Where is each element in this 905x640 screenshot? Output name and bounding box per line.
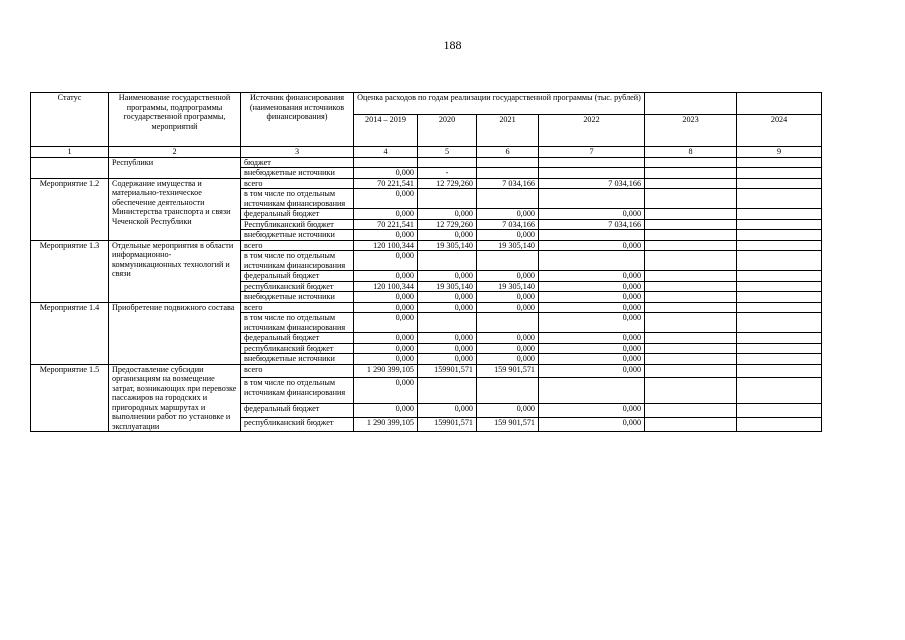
- value-cell: 0,000: [477, 354, 539, 365]
- value-cell: [539, 189, 645, 209]
- value-cell: [418, 313, 477, 333]
- value-cell: [477, 157, 539, 168]
- status-cell: Мероприятие 1.2: [31, 178, 109, 240]
- value-cell-2023: [645, 157, 737, 168]
- value-cell-2023: [645, 364, 737, 378]
- value-cell: 0,000: [418, 333, 477, 344]
- measure-name-cell: Содержание имущества и материально-техническое обеспечение деятельности Министерства транспорта и связи Чеченской Республики: [109, 178, 241, 240]
- header-source: Источник финансирования (наименования источников финансирования): [241, 93, 354, 147]
- value-cell: [477, 378, 539, 404]
- source-cell: в том числе по отдельным источникам финансирования: [241, 189, 354, 209]
- value-cell: 0,000: [418, 230, 477, 241]
- value-cell: 7 034,166: [477, 178, 539, 189]
- value-cell-2024: [737, 230, 822, 241]
- source-cell: федеральный бюджет: [241, 209, 354, 220]
- value-cell: 120 100,344: [354, 240, 418, 251]
- value-cell-2024: [737, 313, 822, 333]
- value-cell: 0,000: [477, 333, 539, 344]
- value-cell: 0,000: [539, 313, 645, 333]
- value-cell: 1 290 399,105: [354, 364, 418, 378]
- value-cell: 0,000: [477, 343, 539, 354]
- value-cell: 7 034,166: [539, 219, 645, 230]
- value-cell-2024: [737, 168, 822, 179]
- header-year: 2024: [737, 115, 822, 147]
- source-cell: внебюджетные источники: [241, 292, 354, 303]
- value-cell: [418, 157, 477, 168]
- column-number: 7: [539, 147, 645, 158]
- table-row: [31, 240, 822, 251]
- value-cell: 0,000: [539, 281, 645, 292]
- value-cell: 0,000: [539, 418, 645, 432]
- value-cell: 0,000: [354, 333, 418, 344]
- value-cell: 0,000: [354, 189, 418, 209]
- source-cell: федеральный бюджет: [241, 333, 354, 344]
- source-cell: внебюджетные источники: [241, 168, 354, 179]
- value-cell-2023: [645, 343, 737, 354]
- table-header: [31, 93, 822, 158]
- header-blank-2023: [645, 93, 737, 115]
- value-cell: 0,000: [354, 378, 418, 404]
- table-body: [31, 157, 822, 432]
- header-blank-2024: [737, 93, 822, 115]
- value-cell: 0,000: [354, 292, 418, 303]
- value-cell: 7 034,166: [477, 219, 539, 230]
- value-cell: 0,000: [354, 209, 418, 220]
- header-year: 2022: [539, 115, 645, 147]
- value-cell: 19 305,140: [477, 240, 539, 251]
- value-cell-2024: [737, 418, 822, 432]
- value-cell: 0,000: [477, 302, 539, 313]
- value-cell: 0,000: [354, 271, 418, 282]
- value-cell-2024: [737, 251, 822, 271]
- table-row: [31, 364, 822, 378]
- header-year: 2023: [645, 115, 737, 147]
- page-number: 188: [443, 38, 462, 52]
- value-cell: 0,000: [418, 271, 477, 282]
- value-cell-2024: [737, 378, 822, 404]
- column-number: 4: [354, 147, 418, 158]
- value-cell-2024: [737, 292, 822, 303]
- value-cell: 0,000: [354, 251, 418, 271]
- source-cell: в том числе по отдельным источникам финансирования: [241, 313, 354, 333]
- table-row: [31, 302, 822, 313]
- header-estimate: Оценка расходов по годам реализации государственной программы (тыс. рублей): [354, 93, 645, 115]
- value-cell: 0,000: [539, 404, 645, 418]
- value-cell: 0,000: [539, 343, 645, 354]
- source-cell: в том числе по отдельным источникам финансирования: [241, 378, 354, 404]
- source-cell: бюджет: [241, 157, 354, 168]
- value-cell: [477, 189, 539, 209]
- value-cell-2023: [645, 404, 737, 418]
- measure-name-cell: Республики: [109, 157, 241, 178]
- value-cell: 0,000: [354, 343, 418, 354]
- header-name: Наименование государственной программы, подпрограммы государственной программы, мероприятий: [109, 93, 241, 147]
- status-cell: Мероприятие 1.4: [31, 302, 109, 364]
- value-cell: [477, 251, 539, 271]
- value-cell: 0,000: [539, 240, 645, 251]
- value-cell-2023: [645, 251, 737, 271]
- source-cell: республиканский бюджет: [241, 281, 354, 292]
- value-cell: 19 305,140: [418, 240, 477, 251]
- value-cell: 0,000: [539, 354, 645, 365]
- value-cell: 0,000: [477, 404, 539, 418]
- column-number: 9: [737, 147, 822, 158]
- value-cell-2024: [737, 219, 822, 230]
- source-cell: внебюджетные источники: [241, 230, 354, 241]
- value-cell-2024: [737, 343, 822, 354]
- column-number-row: [31, 147, 822, 158]
- value-cell: [539, 378, 645, 404]
- value-cell-2023: [645, 168, 737, 179]
- value-cell: [354, 157, 418, 168]
- source-cell: федеральный бюджет: [241, 271, 354, 282]
- value-cell-2023: [645, 333, 737, 344]
- source-cell: республиканский бюджет: [241, 418, 354, 432]
- value-cell: -: [418, 168, 477, 179]
- value-cell-2024: [737, 178, 822, 189]
- value-cell: 0,000: [354, 302, 418, 313]
- value-cell: 0,000: [539, 209, 645, 220]
- value-cell: 0,000: [418, 404, 477, 418]
- value-cell-2023: [645, 271, 737, 282]
- column-number: 8: [645, 147, 737, 158]
- value-cell: 1 290 399,105: [354, 418, 418, 432]
- value-cell-2024: [737, 302, 822, 313]
- value-cell: 159901,571: [418, 364, 477, 378]
- header-year: 2014 – 2019: [354, 115, 418, 147]
- value-cell-2023: [645, 292, 737, 303]
- value-cell: 19 305,140: [418, 281, 477, 292]
- value-cell-2024: [737, 189, 822, 209]
- value-cell: 0,000: [477, 209, 539, 220]
- value-cell: 0,000: [477, 292, 539, 303]
- value-cell-2023: [645, 219, 737, 230]
- header-year: 2021: [477, 115, 539, 147]
- value-cell: 0,000: [539, 364, 645, 378]
- value-cell: 0,000: [539, 292, 645, 303]
- measure-name-cell: Предоставление субсидии организациям на возмещение затрат, возникающих при перевозке пассажиров на городских и пригородных маршрутах и выполнении работ по установке и эксплуатации: [109, 364, 241, 432]
- source-cell: в том числе по отдельным источникам финансирования: [241, 251, 354, 271]
- value-cell: 0,000: [418, 302, 477, 313]
- value-cell: [477, 313, 539, 333]
- source-cell: всего: [241, 178, 354, 189]
- column-number: 6: [477, 147, 539, 158]
- value-cell: 0,000: [354, 354, 418, 365]
- status-cell: Мероприятие 1.3: [31, 240, 109, 302]
- value-cell: 0,000: [354, 404, 418, 418]
- value-cell-2024: [737, 157, 822, 168]
- value-cell: 120 100,344: [354, 281, 418, 292]
- column-number: 1: [31, 147, 109, 158]
- source-cell: Республиканский бюджет: [241, 219, 354, 230]
- value-cell-2023: [645, 418, 737, 432]
- value-cell-2023: [645, 209, 737, 220]
- source-cell: республиканский бюджет: [241, 343, 354, 354]
- value-cell: [418, 189, 477, 209]
- value-cell-2023: [645, 378, 737, 404]
- column-number: 5: [418, 147, 477, 158]
- measure-name-cell: Приобретение подвижного состава: [109, 302, 241, 364]
- value-cell: 0,000: [418, 209, 477, 220]
- value-cell-2024: [737, 281, 822, 292]
- value-cell: 159901,571: [418, 418, 477, 432]
- value-cell: 159 901,571: [477, 364, 539, 378]
- value-cell: [539, 230, 645, 241]
- header-year: 2020: [418, 115, 477, 147]
- source-cell: всего: [241, 240, 354, 251]
- status-cell: [31, 157, 109, 178]
- budget-table: [30, 92, 822, 432]
- source-cell: федеральный бюджет: [241, 404, 354, 418]
- table-row: [31, 178, 822, 189]
- source-cell: всего: [241, 364, 354, 378]
- value-cell: 0,000: [477, 230, 539, 241]
- value-cell: [539, 157, 645, 168]
- status-cell: Мероприятие 1.5: [31, 364, 109, 432]
- value-cell: 0,000: [418, 354, 477, 365]
- value-cell-2023: [645, 189, 737, 209]
- value-cell: 0,000: [354, 313, 418, 333]
- value-cell-2024: [737, 404, 822, 418]
- table-row: [31, 157, 822, 168]
- header-status: Статус: [31, 93, 109, 147]
- value-cell: 0,000: [354, 168, 418, 179]
- value-cell: 12 729,260: [418, 178, 477, 189]
- column-number: 2: [109, 147, 241, 158]
- value-cell-2023: [645, 240, 737, 251]
- source-cell: всего: [241, 302, 354, 313]
- measure-name-cell: Отдельные мероприятия в области информационно-коммуникационных технологий и связи: [109, 240, 241, 302]
- value-cell: [477, 168, 539, 179]
- value-cell: 0,000: [539, 302, 645, 313]
- value-cell-2024: [737, 354, 822, 365]
- value-cell-2023: [645, 230, 737, 241]
- value-cell: 70 221,541: [354, 178, 418, 189]
- source-cell: внебюджетные источники: [241, 354, 354, 365]
- value-cell: 19 305,140: [477, 281, 539, 292]
- value-cell: 7 034,166: [539, 178, 645, 189]
- value-cell: 12 729,260: [418, 219, 477, 230]
- value-cell: 70 221,541: [354, 219, 418, 230]
- value-cell: [539, 251, 645, 271]
- value-cell-2023: [645, 354, 737, 365]
- value-cell: 159 901,571: [477, 418, 539, 432]
- value-cell-2023: [645, 281, 737, 292]
- column-number: 3: [241, 147, 354, 158]
- value-cell-2024: [737, 271, 822, 282]
- value-cell-2024: [737, 209, 822, 220]
- value-cell: 0,000: [477, 271, 539, 282]
- value-cell: [418, 251, 477, 271]
- value-cell: 0,000: [418, 292, 477, 303]
- value-cell: [539, 168, 645, 179]
- value-cell-2023: [645, 302, 737, 313]
- value-cell-2023: [645, 178, 737, 189]
- value-cell-2023: [645, 313, 737, 333]
- value-cell: 0,000: [354, 230, 418, 241]
- value-cell: 0,000: [539, 333, 645, 344]
- value-cell-2024: [737, 364, 822, 378]
- value-cell: 0,000: [539, 271, 645, 282]
- value-cell-2024: [737, 333, 822, 344]
- value-cell-2024: [737, 240, 822, 251]
- value-cell: [418, 378, 477, 404]
- value-cell: 0,000: [418, 343, 477, 354]
